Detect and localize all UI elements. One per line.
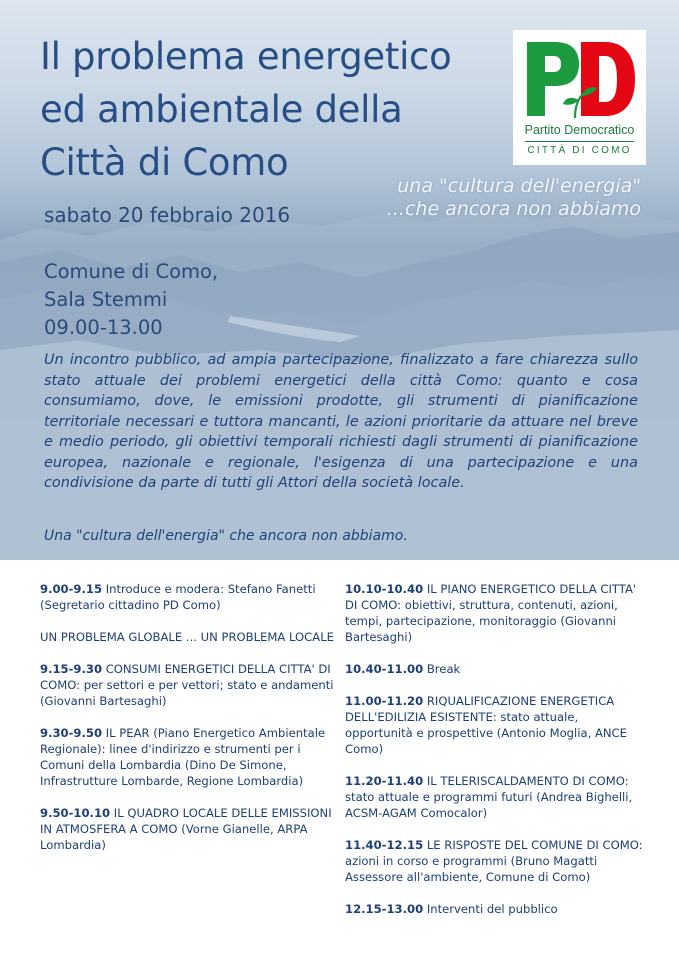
- program-entry: [40, 725, 340, 789]
- program-entry: [40, 805, 340, 853]
- event-venue: [44, 258, 218, 342]
- entry-text: RIQUALIFICAZIONE ENERGETICA DELL'EDILIZIA ESISTENTE: stato attuale, opportunità e prospettive (Antonio Moglia, ANCE Como): [345, 694, 627, 756]
- pd-logo: [513, 30, 646, 165]
- program-entry: [345, 693, 645, 757]
- entry-text: Interventi del pubblico: [423, 902, 558, 916]
- tagline-line-1: una "cultura dell'energia": [397, 175, 641, 197]
- event-time: 09.00-13.00: [44, 316, 163, 339]
- program-entry: [345, 581, 645, 645]
- tagline: [387, 175, 641, 221]
- program-entry: [40, 581, 340, 613]
- title-line-3: Città di Como: [40, 141, 289, 184]
- entry-time: 9.30-9.50: [40, 726, 103, 740]
- entry-time: 9.15-9.30: [40, 662, 103, 676]
- tagline-line-2: ...che ancora non abbiamo: [386, 198, 641, 220]
- entry-text: CONSUMI ENERGETICI DELLA CITTA' DI COMO: per settori e per vettori; stato e andamenti (Giovanni Bartesaghi): [40, 662, 334, 708]
- title-line-2: ed ambientale della: [40, 88, 403, 131]
- program-entry: [345, 901, 645, 917]
- entry-text: IL QUADRO LOCALE DELLE EMISSIONI IN ATMOSFERA A COMO (Vorne Gianelle, ARPA Lombardia): [40, 806, 332, 852]
- party-name: Partito Democratico: [524, 123, 635, 137]
- entry-text: UN PROBLEMA GLOBALE ... UN PROBLEMA LOCALE: [40, 630, 334, 644]
- program-column-left: [40, 581, 340, 869]
- program-column-right: [345, 581, 645, 933]
- party-city: CITTÀ DI COMO: [527, 145, 632, 156]
- entry-time: 12.15-13.00: [345, 902, 424, 916]
- event-description: Un incontro pubblico, ad ampia partecipazione, finalizzato a fare chiarezza sullo stato attuale dei problemi energetici della città Como: quanto e cosa consumiamo, dove, le emissioni prodotte, gli strumenti di pianificazione territoriale necessari e tuttora mancanti, le azioni prioritarie da attuare nel breve e medio periodo, gli obiettivi temporali richiesti dagli strumenti di pianificazione europea, nazionale e regionale, l'esigenza di una partecipazione e una condivisione da parte di tutti gli Attori della società locale.: [44, 352, 638, 491]
- pd-logo-mark-icon: [521, 38, 638, 120]
- entry-time: 11.40-12.15: [345, 838, 424, 852]
- entry-time: 10.10-10.40: [345, 582, 424, 596]
- program-entry: [345, 773, 645, 821]
- program-entry: [40, 661, 340, 709]
- venue-line-2: Sala Stemmi: [44, 288, 168, 311]
- entry-time: 11.20-11.40: [345, 774, 424, 788]
- title-line-1: Il problema energetico: [40, 35, 452, 78]
- entry-text: IL PIANO ENERGETICO DELLA CITTA' DI COMO: obiettivi, struttura, contenuti, azioni, tempi, partecipazione, monitoraggio (Giovanni Bartesaghi): [345, 582, 637, 644]
- logo-divider: [525, 141, 634, 142]
- event-date: sabato 20 febbraio 2016: [44, 203, 291, 227]
- entry-time: 9.50-10.10: [40, 806, 111, 820]
- entry-text: Break: [423, 662, 461, 676]
- venue-line-1: Comune di Como,: [44, 260, 219, 283]
- program-entry: [345, 837, 645, 885]
- entry-time: 10.40-11.00: [345, 662, 424, 676]
- closing-statement: Una "cultura dell'energia" che ancora non abbiamo.: [44, 528, 408, 544]
- event-title: [40, 30, 510, 189]
- entry-text: Introduce e modera: Stefano Fanetti (Segretario cittadino PD Como): [40, 582, 316, 612]
- entry-text: IL TELERISCALDAMENTO DI COMO: stato attuale e programmi futuri (Andrea Bighelli, ACSM-AGAM Comocalor): [345, 774, 633, 820]
- entry-time: 9.00-9.15: [40, 582, 103, 596]
- program-entry: [345, 661, 645, 677]
- entry-text: LE RISPOSTE DEL COMUNE DI COMO: azioni in corso e programmi (Bruno Magatti Assessore all'ambiente, Comune di Como): [345, 838, 643, 884]
- entry-text: IL PEAR (Piano Energetico Ambientale Regionale): linee d'indirizzo e strumenti per i Comuni della Lombardia (Dino De Simone, Infrastrutture Lombarde, Regione Lombardia): [40, 726, 326, 788]
- entry-time: 11.00-11.20: [345, 694, 424, 708]
- program-entry: [40, 629, 340, 645]
